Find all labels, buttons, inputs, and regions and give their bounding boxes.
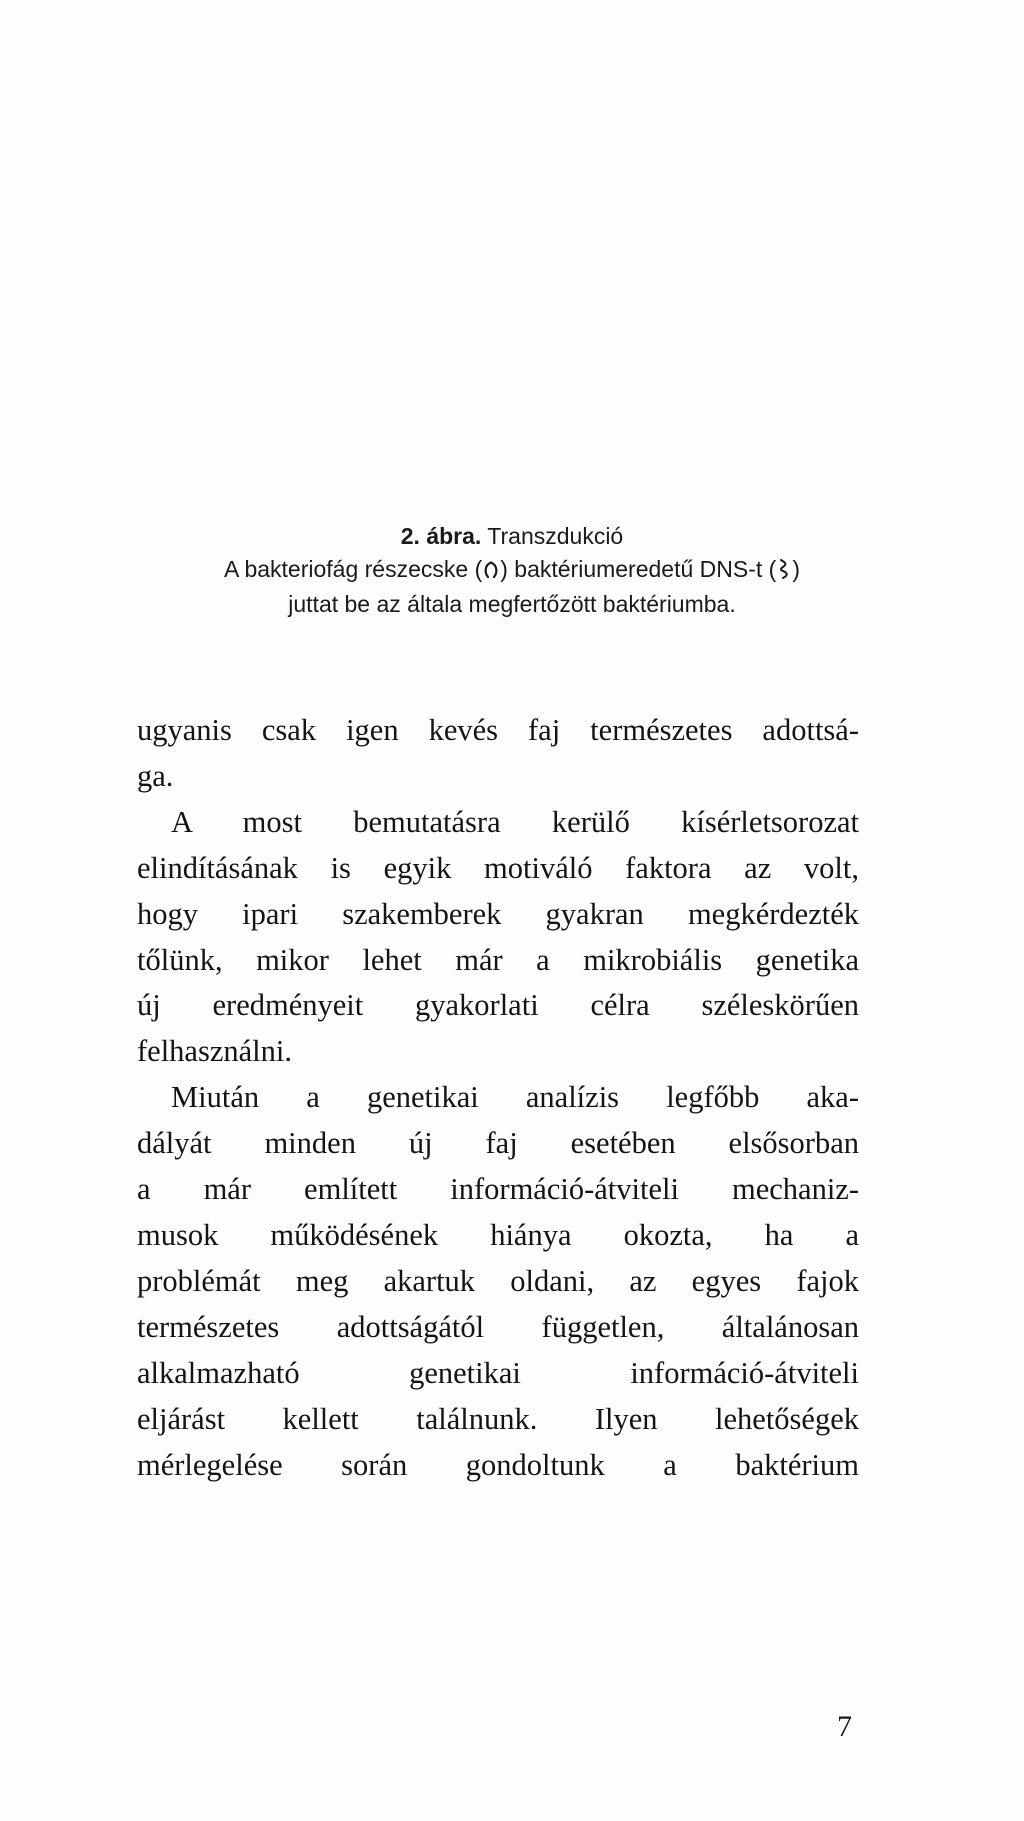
caption-title-line [0, 520, 1024, 552]
text-line: ga. [137, 758, 174, 793]
text-line: tőlünk, mikor lehet már a mikrobiális genetika [137, 942, 859, 977]
text-line: A most bemutatásra kerülő kísérletsorozat [171, 804, 859, 839]
text-line: dályát minden új faj esetében elsősorban [137, 1126, 859, 1161]
caption-number: 2. ábra. [400, 523, 482, 549]
text-line: a már említett információ-átviteli mechaniz- [137, 1172, 859, 1207]
text-line: mérlegelése során gondoltunk a baktérium [137, 1447, 859, 1482]
text-line: hogy ipari szakemberek gyakran megkérdezték [137, 896, 859, 931]
text-line: természetes adottságától független, általánosan [137, 1309, 859, 1344]
text-line: felhasználni. [137, 1034, 292, 1069]
text-line: problémát meg akartuk oldani, az egyes fajok [137, 1263, 859, 1298]
dna-fragment-icon [778, 556, 790, 588]
figure-area [140, 60, 880, 500]
paragraph-2 [137, 800, 859, 1075]
text-line: ugyanis csak igen kevés faj természetes adottsá- [137, 713, 859, 747]
phage-particle-icon [484, 556, 498, 588]
body-text [137, 708, 859, 1488]
caption-title: Transzdukció [487, 523, 624, 549]
caption-line-2 [0, 553, 1024, 588]
caption-line2-post: ) [792, 556, 800, 582]
text-line: eljárást kellett találnunk. Ilyen lehetőségek [137, 1401, 859, 1436]
text-line: musok működésének hiánya okozta, ha a [137, 1217, 859, 1252]
paragraph-3 [137, 1075, 859, 1488]
page-number: 7 [837, 1710, 852, 1743]
caption-line2-mid: ) baktériumeredetű DNS-t ( [500, 556, 777, 582]
caption-line-3: juttat be az általa megfertőzött baktériumba. [288, 591, 736, 617]
text-line: új eredményeit gyakorlati célra széleskörűen [137, 988, 859, 1023]
paragraph-1 [137, 708, 859, 800]
caption-line2-pre: A bakteriofág részecske ( [224, 556, 483, 582]
text-line: Miután a genetikai analízis legfőbb aka- [171, 1080, 859, 1115]
text-line: alkalmazható genetikai információ-átviteli [137, 1355, 859, 1390]
figure-caption [0, 520, 1024, 620]
text-line: elindításának is egyik motiváló faktora az volt, [137, 850, 859, 885]
